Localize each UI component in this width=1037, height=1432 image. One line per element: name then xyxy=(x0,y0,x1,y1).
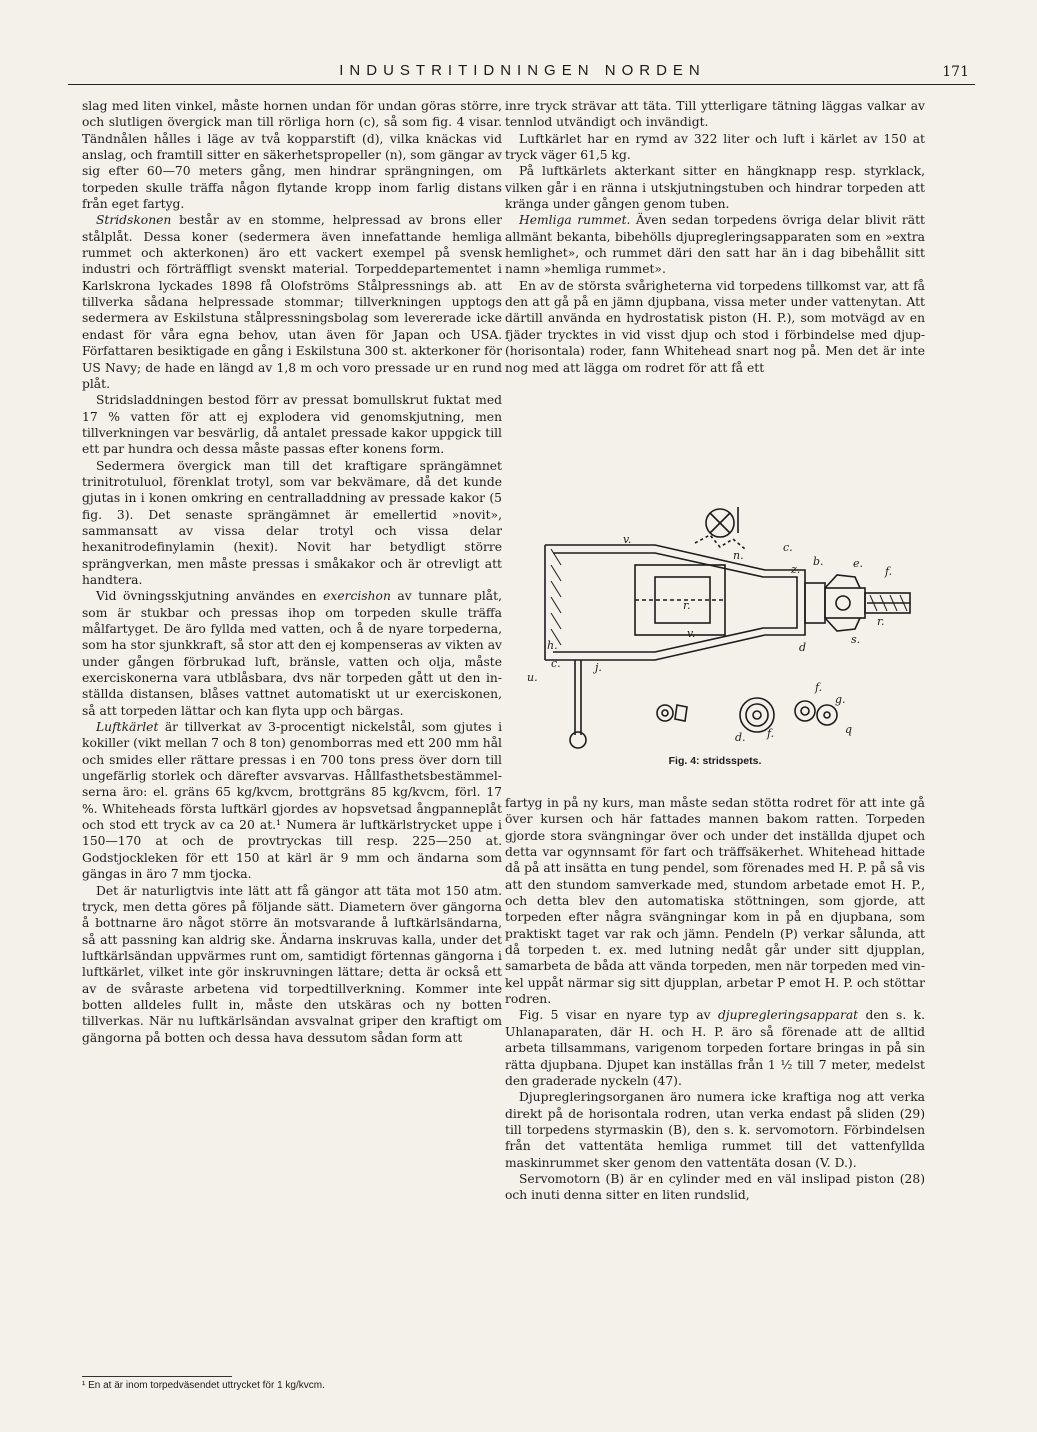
paragraph xyxy=(82,719,502,882)
paragraph: På luftkärlets akterkant sitter en hängknapp resp. styrklack, vilken går i en ränna i utskjutningstuben och hindrar torpeden att kränga under gången genom tuben. xyxy=(505,164,925,212)
figure-label: v. xyxy=(623,533,632,546)
paragraph: Stridsladdningen bestod förr av pressat bomullskrut fuktat med 17 % vatten för att ej explodera vid genomskjutning, men tillverkningen var besvärlig, då antalet pressade kakor uppgick till ett par hundra och dessa måste passas efter konens form. xyxy=(82,393,502,457)
header-rule xyxy=(68,84,975,85)
paragraph-text: Vid övningsskjutning användes en xyxy=(96,589,324,604)
paragraph: slag med liten vinkel, måste hornen undan för undan göras större, och slutligen övergick man till rörliga horn (c), så som fig. 4 visar. Tändnålen hålles i läge av två kopparstift (d), vilka knäckas vid anslag, och framtill sitter en säkerhetspropeller (n), som gängar av sig efter 60—70 meters gång, men hindrar sprängningen, om torpeden skulle träffa någon flytande kropp inom farlig distans från eget fartyg. xyxy=(82,99,502,212)
figure-label: n. xyxy=(733,549,744,562)
warhead-drawing xyxy=(505,465,925,755)
page-number: 171 xyxy=(942,64,969,80)
page-header xyxy=(70,62,975,84)
right-column-upper xyxy=(505,98,925,376)
term: Hemliga rummet. xyxy=(519,213,631,228)
right-column-lower xyxy=(505,795,925,1204)
figure-warhead xyxy=(505,465,925,770)
paragraph xyxy=(82,588,502,719)
figure-label: b. xyxy=(813,555,824,568)
paragraph-text: den s. k. Uhlanaparaten, där H. och H. P. äro så förenade att de alltid arbeta tillsammans, varigenom torpeden fortare bringas in på sin rätta djupbana. Djupet kan inställas från 1 ½ till 7 meter, medelst den graderade nyckeln (47). xyxy=(505,1008,926,1088)
paragraph: fartyg in på ny kurs, man måste sedan stötta rodret för att inte gå över kursen och här fattades mannen bakom ratten. Torpeden gjorde stora svängningar över och under det inställda djupet och detta var ogynnsamt för fart och träffsäkerhet. Whitehead hittade då på att insätta en tung pendel, som förenades med H. P. på så vis att den stundom samverkade med, stundom arbetade emot H. P., och detta blev den automatiska stöttningen, som gjorde, att torpeden efter några svängningar kom in på en djupbana, som praktiskt taget var rak och jämn. Pendeln (P) verkar sålunda, att då torpeden t. ex. med lutning nedåt går under sitt djupplan, samarbeta de båda att vända torpeden, men när torpeden med vinkel uppåt närmar sig sitt djupplan, arbetar P emot H. P. och stöttar rodren. xyxy=(505,796,925,1007)
figure-label: d xyxy=(799,641,807,654)
paragraph: Luftkärlet har en rymd av 322 liter och luft i kärlet av 150 at tryck väger 61,5 kg. xyxy=(505,131,925,163)
figure-label: e. xyxy=(853,557,864,570)
paragraph: inre tryck strävar att täta. Till ytterligare tätning läggas valkar av tennlod utvändigt och invändigt. xyxy=(505,99,925,130)
figure-label: v. xyxy=(687,627,696,640)
figure-label: r. xyxy=(683,599,691,612)
paragraph: Sedermera övergick man till det kraftigare sprängämnet trinitrotuluol, förenklat trotyl, som var bekvämare, då det kunde gjutas in i konen omkring en centralladdning av pressade kakor (5 fig. 3). Det senaste sprängämnet är emellertid »novit», sammansatt av vissa delar trotyl och vissa delar hexanitrodefinylamin (hexit). Novit har betydligt större sprängverkan, men måste pressas i småkakor och är otrevligt att handtera. xyxy=(82,458,502,587)
paragraph xyxy=(82,212,502,392)
figure-label: h. xyxy=(547,639,558,652)
term: Stridskonen xyxy=(96,213,172,228)
figure-label: s. xyxy=(851,633,861,646)
figure-label: f. xyxy=(885,565,893,578)
paragraph xyxy=(505,212,925,277)
figure-label: f. xyxy=(767,727,775,740)
paragraph-text: är tillverkat av 3-procentigt nickelstål, som gjutes i kokiller (vikt mellan 7 och 8 ton) genomborras med ett 200 mm hål och smides eller rättare pressas i en 700 tons press över dorn till ungefärlig storlek och därefter avsvarvas. Hållfasthetsbestämmelserna äro: el. gräns 65 kg/kvcm, brottgräns 85 kg/kvcm, förl. 17 %. Whiteheads första luftkärl gjordes av hopsvetsad ångpanneplåt och stod ett tryck av ca 20 at.¹ Numera är luftkärlstrycket uppe i 150—170 at och de provtryckas till resp. 225—250 at. Godstjockleken för ett 150 at kärl är 9 mm och ändarna som gängas in äro 7 mm tjocka. xyxy=(82,720,502,882)
figure-label: d. xyxy=(735,731,746,744)
paragraph: Djupregleringsorganen äro numera icke kraftiga nog att verka direkt på de horisontala rodren, utan verka endast på sliden (29) till torpedens styrmaskin (B), den s. k. servomotorn. Förbindelsen från det vattentäta hemliga rummet till det vattenfyllda maskinrummet sker genom den vattentäta dosan (V. D.). xyxy=(505,1090,925,1170)
figure-caption: Fig. 4: stridsspets. xyxy=(668,755,762,767)
footnote-rule xyxy=(82,1376,232,1377)
figure-label: c. xyxy=(551,657,561,670)
paragraph xyxy=(505,1007,925,1089)
figure-label: f. xyxy=(815,681,823,694)
paragraph-text: Även sedan torpedens övriga delar blivit rätt allmänt bekanta, bibehölls djupregleringsapparaten som en »extra hemlighet», och rummet däri den satt har än i dag bibehållit sitt namn »hemliga rummet». xyxy=(505,213,925,277)
left-column xyxy=(82,98,502,1046)
paragraph: Det är naturligtvis inte lätt att få gängor att täta mot 150 atm. tryck, men detta göres på följande sätt. Diametern över gängorna å bottnarne äro något större än motsvarande å luftkärlsändarna, så att passning kan aldrig ske. Ändarna inskruvas kalla, under det luftkärlsändan uppvärmes runt om, samtidigt förtennas gängorna i luftkärlet, vilket inte gör inskruvningen lättare; detta är också ett av de svåraste arbetena vid torpedtillverkning. Kommer inte botten alldeles fullt in, måste den utskäras och ny botten tillverkas. När nu luftkärlsändan avsvalnat griper den kraftigt om gängorna på botten och dessa hava dessutom sådan form att xyxy=(82,883,502,1045)
running-title: INDUSTRITIDNINGEN NORDEN xyxy=(339,62,706,79)
term: Luftkärlet xyxy=(96,720,159,735)
figure-label: g. xyxy=(835,693,846,706)
figure-label: q xyxy=(845,723,853,736)
paragraph: Servomotorn (B) är en cylinder med en väl inslipad piston (28) och inuti denna sitter en liten rundslid, xyxy=(505,1171,925,1203)
figure-label: z. xyxy=(791,563,801,576)
figure-label: c. xyxy=(783,541,793,554)
term: djupregleringsapparat xyxy=(717,1008,859,1023)
figure-label: j. xyxy=(595,661,602,674)
term: exercishon xyxy=(323,589,391,604)
footnote: ¹ En at är inom torpedväsendet uttrycket för 1 kg/kvcm. xyxy=(82,1380,325,1391)
paragraph-text: består av en stomme, helpressad av brons eller stålplåt. Dessa koner (sedermera även innefattande hemliga rummet och akterkonen) äro ett vackert exempel på svensk industri och förträffligt svenskt material. Torpeddepartementet i Karlskrona lyckades 1898 få Olofströms Stålpressnings ab. att tillverka sådana helpressade stommar; tillverkningen upptogs sedermera av Eskilstuna stålpressningsbolag som levererade icke endast för våra egna behov, utan även för Japan och USA. Författaren besiktigade en gång i Eskilstuna 300 st. akterkoner för US Navy; de hade en längd av 1,8 m och voro pressade ur en rund plåt. xyxy=(82,213,502,391)
figure-label: r. xyxy=(877,615,885,628)
paragraph-text: av tunnare plåt, som är stukbar och pressas ihop om torpeden skulle träffa målfartyget. De äro fyllda med vatten, och å de nyare torpederna, som ha stor sjunkkraft, så stor att den ej kompenseras av vikten av under gången förbrukad luft, bränsle, vatten och olja, måste exerciskonerna vara utblåsbara, dvs när torpeden gått ut den inställda distansen, blåses vattnet automatiskt ut ur exerciskonen, så att torpeden lättar och kan flyta upp och bärgas. xyxy=(82,589,502,718)
paragraph: En av de största svårigheterna vid torpedens tillkomst var, att få den att gå på en jämn djupbana, vissa meter under vattenytan. Att därtill använda en hydrostatisk piston (H. P.), som motvägd av en fjäder trycktes in vid visst djup och stod i förbindelse med djup(horisontala) roder, fann Whitehead snart nog på. Men det är inte nog med att lägga om rodret för att få ett xyxy=(505,278,925,375)
paragraph-text: Fig. 5 visar en nyare typ av xyxy=(519,1008,718,1023)
figure-label: u. xyxy=(527,671,538,684)
